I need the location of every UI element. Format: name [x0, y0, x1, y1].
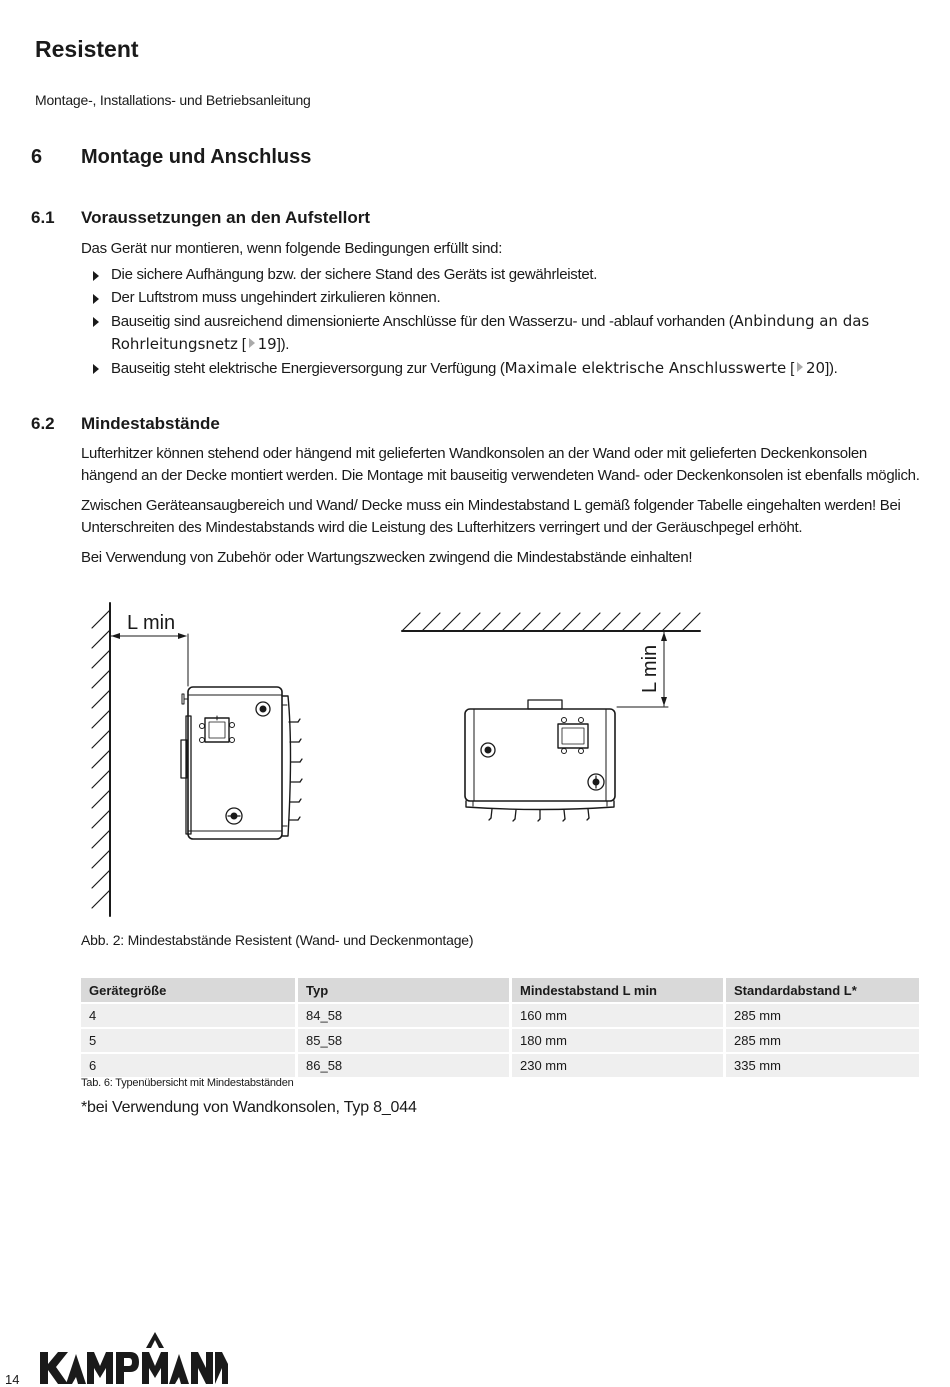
- bullet-arrow-icon: [93, 271, 99, 281]
- paragraph: Zwischen Geräteansaugbereich und Wand/ Decke muss ein Mindestabstand L gemäß folgender Tabelle eingehalten werden! Bei Unterschreiten des Mindestabstands wird die Leistung des Lufterhitzers verringert und der Geräuschpegel erhöht.: [81, 497, 901, 536]
- requirements-list: [81, 264, 921, 380]
- section-6-1-number: 6.1: [31, 208, 55, 227]
- table-row: [81, 1054, 919, 1077]
- column-header: Mindestabstand L min: [512, 978, 723, 1002]
- table-cell: 285 mm: [726, 1004, 919, 1027]
- document-title: Resistent: [35, 36, 139, 62]
- section-6-2-title: Mindestabstände: [81, 414, 220, 433]
- table-cell: 230 mm: [512, 1054, 723, 1077]
- list-item: Bauseitig steht elektrische Energieversorgung zur Verfügung (Maximale elektrische Anschlusswerte [ 20]).: [81, 357, 921, 380]
- ceiling-distance-label: L min: [639, 644, 661, 693]
- page-reference[interactable]: 19: [257, 335, 277, 353]
- paragraph: Lufterhitzer können stehend oder hängend mit gelieferten Wandkonsolen an der Wand oder mit gelieferten Deckenkonsolen hängend an der Decke montiert werden. Die Montage mit bauseitig verwendeten Wand- oder Deckenkonsolen ist ebenfalls möglich.: [81, 445, 920, 484]
- cross-reference-link[interactable]: Anbindung an das Rohrleitungsnetz: [111, 312, 870, 353]
- figure-caption: Abb. 2: Mindestabstände Resistent (Wand- und Deckenmontage): [81, 932, 474, 948]
- table-cell: 6: [81, 1054, 295, 1077]
- section-6-1-intro: Das Gerät nur montieren, wenn folgende Bedingungen erfüllt sind:: [81, 240, 503, 257]
- table-cell: 180 mm: [512, 1029, 723, 1052]
- table-caption: Tab. 6: Typenübersicht mit Mindestabständen: [81, 1077, 294, 1089]
- table-cell: 335 mm: [726, 1054, 919, 1077]
- page-ref-arrow-icon: [249, 338, 255, 348]
- list-item: Der Luftstrom muss ungehindert zirkulieren können.: [81, 287, 921, 309]
- table-header-row: [81, 978, 919, 1002]
- list-item: Die sichere Aufhängung bzw. der sichere Stand des Geräts ist gewährleistet.: [81, 264, 921, 286]
- page-ref-arrow-icon: [797, 362, 803, 372]
- section-6-2-number: 6.2: [31, 414, 55, 433]
- section-6-number: 6: [31, 146, 43, 168]
- bullet-arrow-icon: [93, 317, 99, 327]
- kampmann-logo: [38, 1330, 228, 1386]
- document-subtitle: Montage-, Installations- und Betriebsanleitung: [35, 92, 311, 108]
- list-item: Bauseitig sind ausreichend dimensionierte Anschlüsse für den Wasserzu- und -ablauf vorhanden (Anbindung an das Rohrleitungsnetz [ 19]).: [81, 310, 921, 356]
- section-6-1-title: Voraussetzungen an den Aufstellort: [81, 208, 371, 227]
- table-row: [81, 1004, 919, 1027]
- table-cell: 85_58: [298, 1029, 509, 1052]
- column-header: Typ: [298, 978, 509, 1002]
- page-reference[interactable]: 20: [806, 359, 826, 377]
- table-cell: 84_58: [298, 1004, 509, 1027]
- table-footnote: *bei Verwendung von Wandkonsolen, Typ 8_044: [81, 1099, 417, 1116]
- wall-distance-label: L min: [127, 612, 176, 634]
- column-header: Standardabstand L*: [726, 978, 919, 1002]
- page-number: 14: [5, 1372, 20, 1387]
- table-cell: 5: [81, 1029, 295, 1052]
- table-cell: 4: [81, 1004, 295, 1027]
- section-6-1-body: [81, 238, 921, 381]
- section-6-title: Montage und Anschluss: [81, 146, 312, 168]
- bullet-arrow-icon: [93, 294, 99, 304]
- table-cell: 160 mm: [512, 1004, 723, 1027]
- type-overview-table: [78, 976, 922, 1079]
- table-cell: 285 mm: [726, 1029, 919, 1052]
- cross-reference-link[interactable]: Maximale elektrische Anschlusswerte: [504, 359, 787, 377]
- section-6-2-body: [81, 443, 921, 577]
- column-header: Gerätegröße: [81, 978, 295, 1002]
- table-row: [81, 1029, 919, 1052]
- table-cell: 86_58: [298, 1054, 509, 1077]
- paragraph: Bei Verwendung von Zubehör oder Wartungszwecken zwingend die Mindestabstände einhalten!: [81, 549, 693, 566]
- logo-text: KAMPMANN: [38, 1330, 44, 1331]
- mounting-distance-figure: [80, 598, 720, 920]
- bullet-arrow-icon: [93, 364, 99, 374]
